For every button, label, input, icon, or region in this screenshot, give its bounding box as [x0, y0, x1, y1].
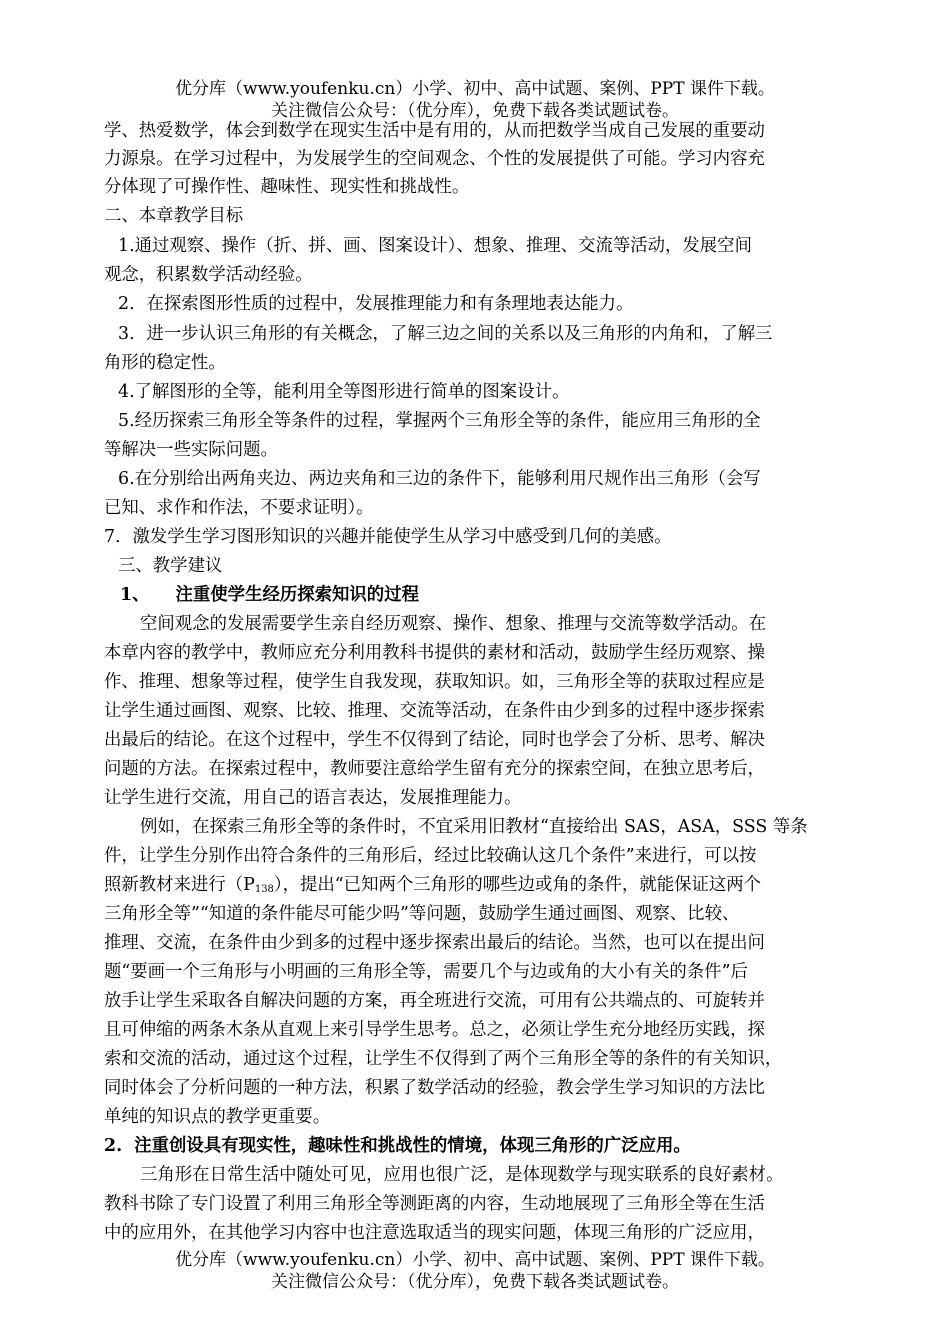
subsection-heading-2: 2. 注重创设具有现实性，趣味性和挑战性的情境，体现三角形的广泛应用。 [104, 1136, 691, 1156]
text-line: 空间观念的发展需要学生亲自经历观察、操作、想象、推理与交流等数学活动。在 [140, 614, 767, 634]
subsection-number: 1、 [120, 585, 150, 605]
text-line: 索和交流的活动，通过这个过程，让学生不仅得到了两个三角形全等的条件的有关知识， [104, 1049, 783, 1069]
text-line: 同时体会了分析问题的一种方法，积累了数学活动的经验，教会学生学习知识的方法比 [104, 1078, 765, 1098]
text-line: 题“要画一个三角形与小明画的三角形全等，需要几个与边或角的大小有关的条件”后 [104, 962, 748, 982]
text-line: 作、推理、想象等过程，使学生自我发现，获取知识。如，三角形全等的获取过程应是 [104, 672, 765, 692]
text-line: 分体现了可操作性、趣味性、现实性和挑战性。 [104, 177, 470, 197]
text-line: 三角形在日常生活中随处可见，应用也很广泛，是体现数学与现实联系的良好素材。 [140, 1165, 784, 1185]
page-header [0, 78, 950, 122]
page-ref-subscript: 138 [254, 884, 274, 895]
header-line-1: 优分库（www.youfenku.cn）小学、初中、高中试题、案例、PPT 课件下载。 [175, 79, 775, 99]
text-line: 让学生进行交流，用自己的语言表达，发展推理能力。 [104, 788, 522, 808]
text-line: 放手让学生采取各自解决问题的方案，再全班进行交流，可用有公共端点的、可旋转并 [104, 991, 765, 1011]
subsection-heading-1 [120, 582, 419, 608]
text-line [104, 872, 761, 903]
footer-line-1: 优分库（www.youfenku.cn）小学、初中、高中试题、案例、PPT 课件下载。 [175, 1250, 775, 1270]
text-line: 角形的稳定性。 [104, 353, 226, 373]
text-line: 出最后的结论。在这个过程中，学生不仅得到了结论，同时也学会了分析、思考、解决 [104, 730, 765, 750]
text-line: 本章内容的教学中，教师应充分利用教科书提供的素材和活动，鼓励学生经历观察、操 [104, 643, 765, 663]
text-line: 中的应用外，在其他学习内容中也注意选取适当的现实问题，体现三角形的广泛应用， [104, 1223, 765, 1243]
text-line: 推理、交流，在条件由少到多的过程中逐步探索出最后的结论。当然，也可以在提出问 [104, 933, 765, 953]
text-line: 4.了解图形的全等，能利用全等图形进行简单的图案设计。 [118, 382, 570, 402]
text-line: 2．在探索图形性质的过程中，发展推理能力和有条理地表达能力。 [118, 294, 634, 314]
text-line: 让学生通过画图、观察、比较、推理、交流等活动，在条件由少到多的过程中逐步探索 [104, 701, 765, 721]
text-line: 5.经历探索三角形全等条件的过程，掌握两个三角形全等的条件，能应用三角形的全 [118, 411, 761, 431]
footer-line-2: 关注微信公众号：（优分库），免费下载各类试题试卷。 [271, 1272, 679, 1292]
header-line-2: 关注微信公众号：（优分库），免费下载各类试题试卷。 [271, 101, 679, 121]
text-line: 例如，在探索三角形全等的条件时，不宜采用旧教材“直接给出 SAS，ASA，SSS 等条 [140, 817, 808, 837]
text-fragment: 照新教材来进行（P [104, 875, 255, 895]
text-line: 问题的方法。在探索过程中，教师要注意给学生留有充分的探索空间，在独立思考后， [104, 759, 765, 779]
text-line: 三角形全等”“知道的条件能尽可能少吗”等问题，鼓励学生通过画图、观察、比较、 [104, 904, 740, 924]
section-heading-3: 三、教学建议 [118, 556, 223, 576]
text-line: 7．激发学生学习图形知识的兴趣并能使学生从学习中感受到几何的美感。 [104, 527, 672, 547]
page-footer [0, 1249, 950, 1293]
text-line: 6.在分别给出两角夹边、两边夹角和三边的条件下，能够利用尺规作出三角形（会写 [118, 469, 761, 489]
text-line: 已知、求作和作法，不要求证明）。 [104, 498, 374, 518]
section-heading-2: 二、本章教学目标 [104, 206, 244, 226]
text-line: 单纯的知识点的教学更重要。 [104, 1107, 331, 1127]
text-line: 3．进一步认识三角形的有关概念，了解三边之间的关系以及三角形的内角和，了解三 [118, 324, 773, 344]
text-line: 1.通过观察、操作（折、拼、画、图案设计）、想象、推理、交流等活动，发展空间 [118, 236, 752, 256]
text-line: 等解决一些实际问题。 [104, 440, 278, 460]
text-line: 力源泉。在学习过程中，为发展学生的空间观念、个性的发展提供了可能。学习内容充 [104, 149, 765, 169]
text-line: 教科书除了专门设置了利用三角形全等测距离的内容，生动地展现了三角形全等在生活 [104, 1194, 765, 1214]
text-line: 观念，积累数学活动经验。 [104, 265, 313, 285]
subsection-title: 注重使学生经历探索知识的过程 [175, 585, 419, 605]
text-line: 件，让学生分别作出符合条件的三角形后，经过比较确认这几个条件”来进行，可以按 [104, 846, 757, 866]
text-fragment: ），提出“已知两个三角形的哪些边或角的条件，就能保证这两个 [273, 875, 762, 895]
text-line: 学、热爱数学，体会到数学在现实生活中是有用的，从而把数学当成自己发展的重要动 [104, 121, 765, 141]
text-line: 且可伸缩的两条木条从直观上来引导学生思考。总之，必须让学生充分地经历实践，探 [104, 1020, 765, 1040]
